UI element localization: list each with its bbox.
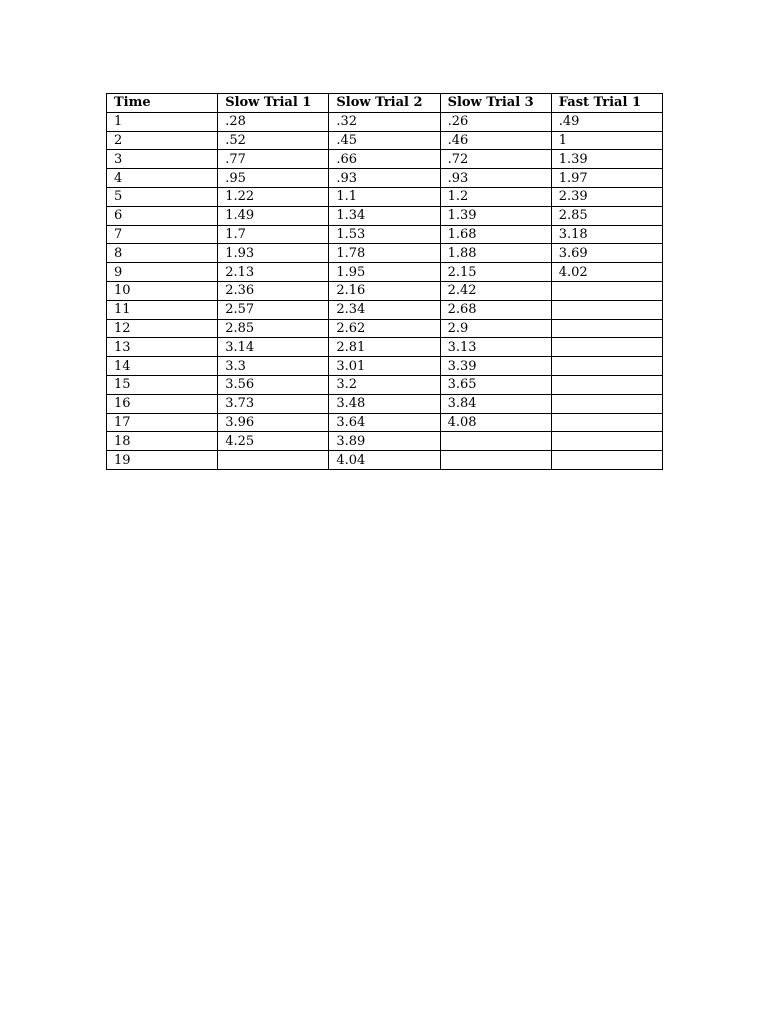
table-cell-time: 1 xyxy=(107,112,218,131)
table-cell-time: 11 xyxy=(107,300,218,319)
table-cell-time: 17 xyxy=(107,413,218,432)
table-cell-fast-trial-1: .49 xyxy=(551,112,662,131)
table-cell-time: 4 xyxy=(107,169,218,188)
table-body xyxy=(107,112,663,469)
table-cell-fast-trial-1 xyxy=(551,338,662,357)
table-cell-fast-trial-1 xyxy=(551,300,662,319)
table-cell-slow-trial-3: 1.68 xyxy=(440,225,551,244)
table-cell-fast-trial-1: 4.02 xyxy=(551,263,662,282)
table-cell-slow-trial-1: 2.36 xyxy=(218,281,329,300)
table-cell-slow-trial-1: 2.85 xyxy=(218,319,329,338)
table-cell-slow-trial-1 xyxy=(218,451,329,470)
table-header-row xyxy=(107,94,663,113)
table-cell-slow-trial-1: 1.93 xyxy=(218,244,329,263)
table-cell-slow-trial-1: 4.25 xyxy=(218,432,329,451)
table-row xyxy=(107,225,663,244)
table-row xyxy=(107,281,663,300)
table-cell-slow-trial-3: 3.13 xyxy=(440,338,551,357)
table-cell-slow-trial-2: 3.01 xyxy=(329,357,440,376)
table-cell-fast-trial-1: 1.97 xyxy=(551,169,662,188)
table-cell-time: 8 xyxy=(107,244,218,263)
table-cell-slow-trial-3: .46 xyxy=(440,131,551,150)
table-cell-slow-trial-2: 3.2 xyxy=(329,375,440,394)
table-cell-slow-trial-3: 2.42 xyxy=(440,281,551,300)
table-cell-slow-trial-3: 2.9 xyxy=(440,319,551,338)
table-cell-slow-trial-1: .95 xyxy=(218,169,329,188)
table-cell-fast-trial-1: 1 xyxy=(551,131,662,150)
table-cell-fast-trial-1: 2.39 xyxy=(551,187,662,206)
table-cell-slow-trial-2: .66 xyxy=(329,150,440,169)
table-cell-time: 13 xyxy=(107,338,218,357)
table-cell-slow-trial-2: 2.81 xyxy=(329,338,440,357)
column-header-fast-trial-1: Fast Trial 1 xyxy=(551,94,662,113)
table-row xyxy=(107,112,663,131)
table-cell-slow-trial-2: 2.16 xyxy=(329,281,440,300)
table-cell-fast-trial-1: 3.18 xyxy=(551,225,662,244)
table-row xyxy=(107,394,663,413)
table-cell-fast-trial-1 xyxy=(551,375,662,394)
table-cell-time: 5 xyxy=(107,187,218,206)
data-table xyxy=(106,93,663,470)
table-cell-slow-trial-3: .72 xyxy=(440,150,551,169)
table-cell-slow-trial-1: 2.13 xyxy=(218,263,329,282)
table-cell-time: 7 xyxy=(107,225,218,244)
table-cell-fast-trial-1: 3.69 xyxy=(551,244,662,263)
table-cell-time: 2 xyxy=(107,131,218,150)
table-cell-fast-trial-1 xyxy=(551,281,662,300)
table-cell-slow-trial-3: 3.39 xyxy=(440,357,551,376)
table-cell-slow-trial-2: 3.48 xyxy=(329,394,440,413)
table-cell-slow-trial-3: .26 xyxy=(440,112,551,131)
table-cell-time: 12 xyxy=(107,319,218,338)
table-cell-time: 6 xyxy=(107,206,218,225)
column-header-slow-trial-2: Slow Trial 2 xyxy=(329,94,440,113)
table-cell-slow-trial-1: 3.73 xyxy=(218,394,329,413)
table-row xyxy=(107,357,663,376)
table-cell-slow-trial-2: 1.78 xyxy=(329,244,440,263)
table-row xyxy=(107,150,663,169)
table-row xyxy=(107,413,663,432)
table-row xyxy=(107,338,663,357)
table-row xyxy=(107,187,663,206)
table-cell-fast-trial-1 xyxy=(551,319,662,338)
table-cell-slow-trial-2: 1.53 xyxy=(329,225,440,244)
table-cell-fast-trial-1 xyxy=(551,394,662,413)
table-row xyxy=(107,300,663,319)
table-cell-time: 19 xyxy=(107,451,218,470)
column-header-time: Time xyxy=(107,94,218,113)
table-cell-fast-trial-1: 1.39 xyxy=(551,150,662,169)
table-cell-fast-trial-1 xyxy=(551,357,662,376)
table-cell-time: 18 xyxy=(107,432,218,451)
table-cell-slow-trial-2: .45 xyxy=(329,131,440,150)
table-cell-slow-trial-3: 2.68 xyxy=(440,300,551,319)
table-row xyxy=(107,263,663,282)
table-row xyxy=(107,131,663,150)
table-cell-slow-trial-1: 1.49 xyxy=(218,206,329,225)
table-cell-fast-trial-1 xyxy=(551,432,662,451)
column-header-slow-trial-3: Slow Trial 3 xyxy=(440,94,551,113)
table-cell-slow-trial-3 xyxy=(440,451,551,470)
table-cell-slow-trial-1: 1.7 xyxy=(218,225,329,244)
table-cell-time: 14 xyxy=(107,357,218,376)
table-cell-time: 9 xyxy=(107,263,218,282)
table-cell-slow-trial-2: 3.64 xyxy=(329,413,440,432)
table-cell-slow-trial-3: 3.65 xyxy=(440,375,551,394)
table-cell-slow-trial-2: 1.1 xyxy=(329,187,440,206)
table-cell-slow-trial-1: 2.57 xyxy=(218,300,329,319)
table-cell-slow-trial-1: 3.3 xyxy=(218,357,329,376)
column-header-slow-trial-1: Slow Trial 1 xyxy=(218,94,329,113)
table-cell-slow-trial-2: .93 xyxy=(329,169,440,188)
table-cell-time: 16 xyxy=(107,394,218,413)
table-cell-slow-trial-3: 1.39 xyxy=(440,206,551,225)
table-cell-slow-trial-1: .77 xyxy=(218,150,329,169)
table-cell-fast-trial-1 xyxy=(551,413,662,432)
table-row xyxy=(107,244,663,263)
table-cell-slow-trial-2: 1.95 xyxy=(329,263,440,282)
table-cell-slow-trial-3: 4.08 xyxy=(440,413,551,432)
table-row xyxy=(107,451,663,470)
table-cell-slow-trial-1: .52 xyxy=(218,131,329,150)
table-cell-slow-trial-2: 1.34 xyxy=(329,206,440,225)
table-cell-slow-trial-2: 3.89 xyxy=(329,432,440,451)
table-cell-time: 15 xyxy=(107,375,218,394)
table-cell-slow-trial-2: .32 xyxy=(329,112,440,131)
table-cell-fast-trial-1: 2.85 xyxy=(551,206,662,225)
table-row xyxy=(107,206,663,225)
table-cell-slow-trial-3: 3.84 xyxy=(440,394,551,413)
table-cell-time: 10 xyxy=(107,281,218,300)
table-row xyxy=(107,319,663,338)
table-cell-slow-trial-1: 1.22 xyxy=(218,187,329,206)
table-cell-slow-trial-3: .93 xyxy=(440,169,551,188)
table-cell-slow-trial-3: 1.88 xyxy=(440,244,551,263)
table-cell-slow-trial-1: 3.56 xyxy=(218,375,329,394)
table-cell-slow-trial-2: 2.34 xyxy=(329,300,440,319)
table-cell-fast-trial-1 xyxy=(551,451,662,470)
table-cell-slow-trial-3 xyxy=(440,432,551,451)
table-row xyxy=(107,169,663,188)
table-cell-slow-trial-3: 2.15 xyxy=(440,263,551,282)
table-cell-slow-trial-1: 3.96 xyxy=(218,413,329,432)
table-cell-slow-trial-3: 1.2 xyxy=(440,187,551,206)
table-row xyxy=(107,375,663,394)
table-cell-slow-trial-2: 2.62 xyxy=(329,319,440,338)
table-cell-slow-trial-1: .28 xyxy=(218,112,329,131)
table-row xyxy=(107,432,663,451)
table-cell-slow-trial-2: 4.04 xyxy=(329,451,440,470)
table-cell-slow-trial-1: 3.14 xyxy=(218,338,329,357)
table-cell-time: 3 xyxy=(107,150,218,169)
